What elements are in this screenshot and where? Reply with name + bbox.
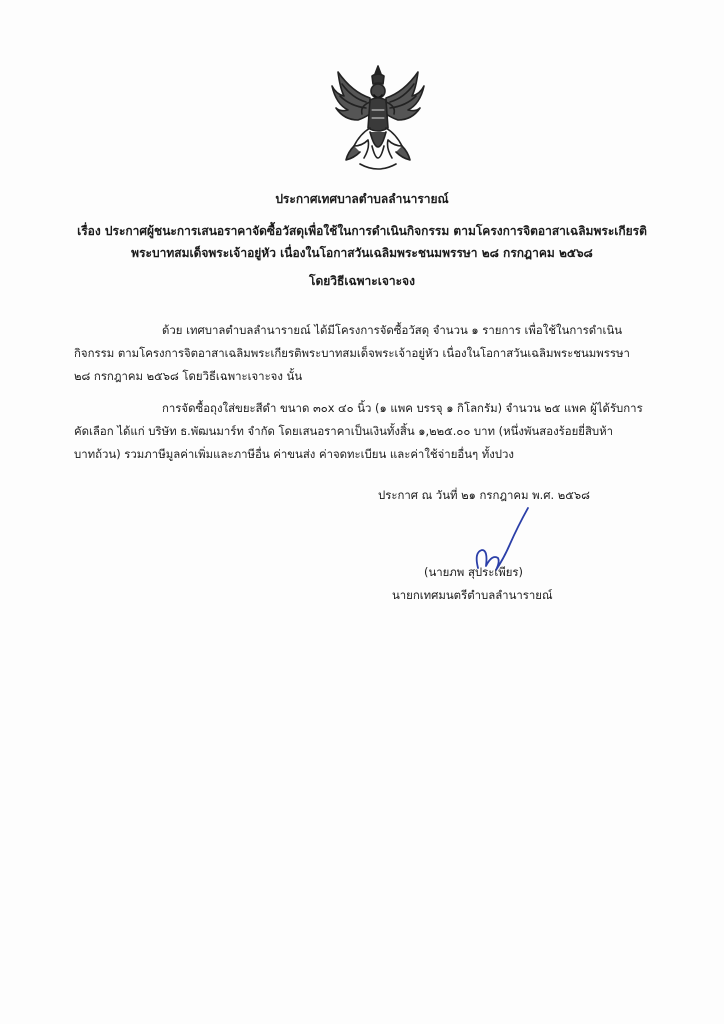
body-paragraph-1 [74,319,662,388]
paragraph-line: บาทถ้วน) รวมภาษีมูลค่าเพิ่มและภาษีอื่น ค่าขนส่ง ค่าจดทะเบียน และค่าใช้จ่ายอื่นๆ ทั้งปวง [74,447,514,461]
announcement-title: ประกาศเทศบาลตำบลลำนารายณ์ [275,192,449,206]
paragraph-line: คัดเลือก ได้แก่ บริษัท ธ.พัฒนมาร์ท จำกัด โดยเสนอราคาเป็นเงินทั้งสิ้น ๑,๒๒๕.๐๐ บาท (หนึ่งพันสองร้อยยี่สิบห้า [74,424,614,438]
paragraph-line: การจัดซื้อถุงใส่ขยะสีดำ ขนาด ๓๐x ๔๐ นิ้ว (๑ แพค บรรจุ ๑ กิโลกรัม) จำนวน ๒๕ แพค ผู้ได้รับการ [162,401,643,415]
paragraph-line: ๒๘ กรกฎาคม ๒๕๖๘ โดยวิธีเฉพาะเจาะจง นั้น [74,369,303,383]
paragraph-line: ด้วย เทศบาลตำบลลำนารายณ์ ได้มีโครงการจัดซื้อวัสดุ จำนวน ๑ รายการ เพื่อใช้ในการดำเนิน [162,323,623,337]
announcement-date: ประกาศ ณ วันที่ ๒๑ กรกฎาคม พ.ศ. ๒๕๖๘ [378,488,590,502]
procurement-method: โดยวิธีเฉพาะเจาะจง [309,274,415,288]
body-paragraph-2 [74,397,662,466]
announcement-subject: เรื่อง ประกาศผู้ชนะการเสนอราคาจัดซื้อวัสดุเพื่อใช้ในการดำเนินกิจกรรม ตามโครงการจิตอาสาเฉลิมพระเกียรติ [77,224,647,238]
announcement-subject-continued: พระบาทสมเด็จพระเจ้าอยู่หัว เนื่องในโอกาสวันเฉลิมพระชนมพรรษา ๒๘ กรกฎาคม ๒๕๖๘ [131,246,593,260]
signer-title: นายกเทศมนตรีตำบลลำนารายณ์ [392,588,553,602]
paragraph-line: กิจกรรม ตามโครงการจิตอาสาเฉลิมพระเกียรติพระบาทสมเด็จพระเจ้าอยู่หัว เนื่องในโอกาสวันเฉลิมพระชนมพรรษา [74,346,630,360]
signer-name: (นายภพ สุประเพียร) [424,565,523,579]
garuda-emblem-icon [330,62,426,174]
